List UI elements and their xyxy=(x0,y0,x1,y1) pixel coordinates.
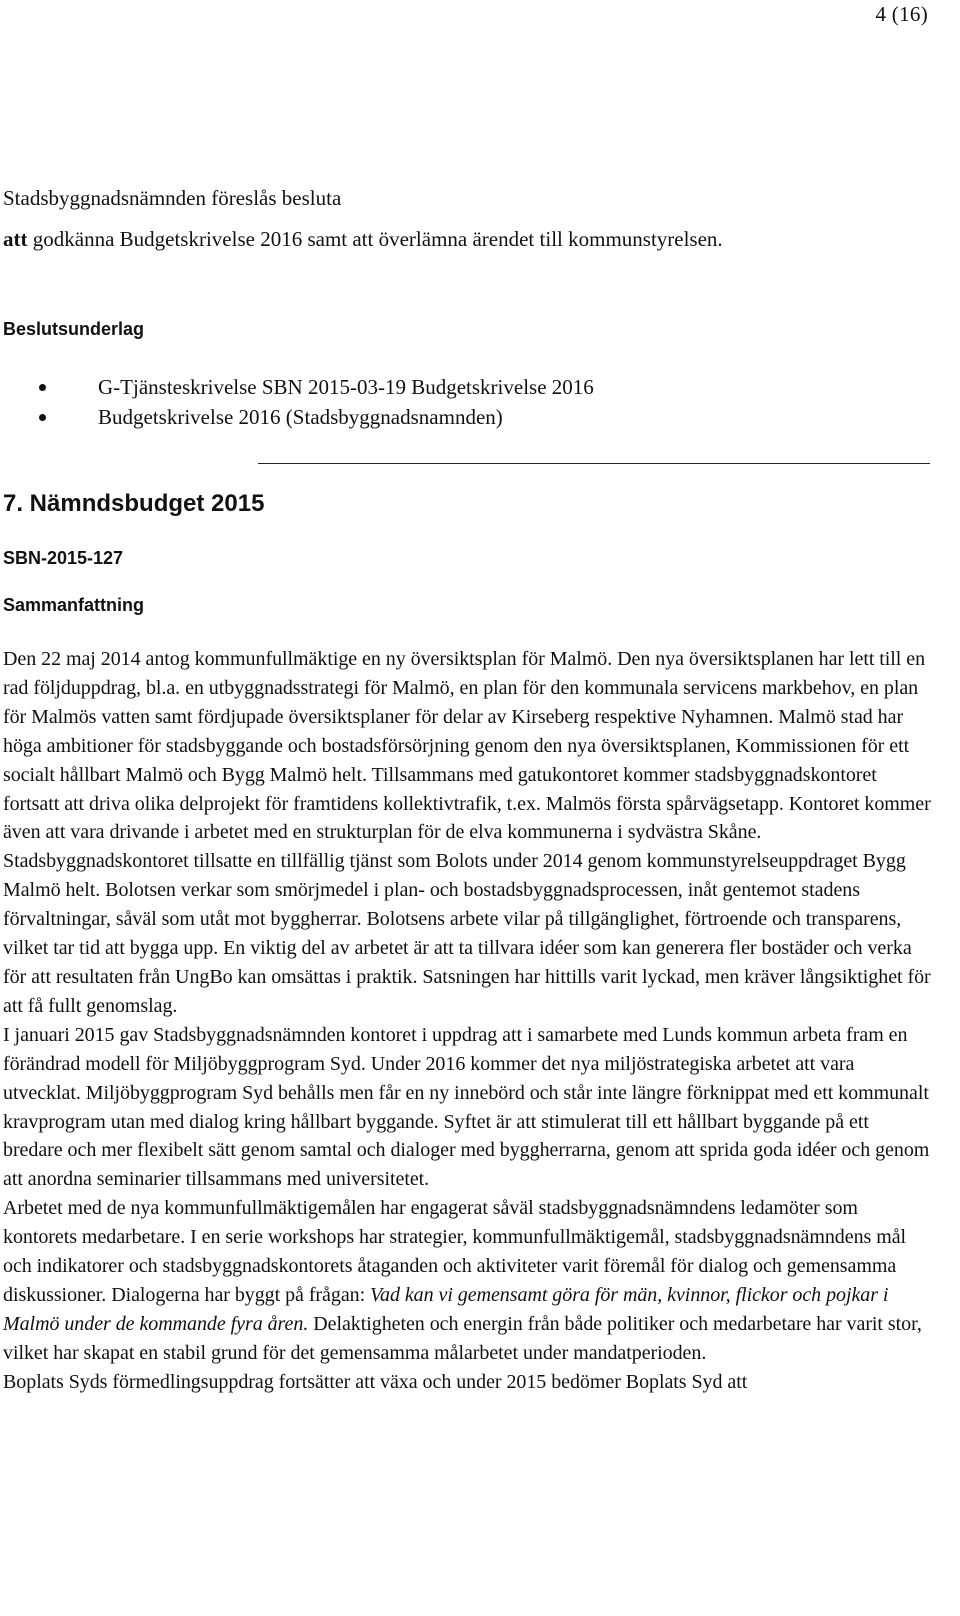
paragraph: I januari 2015 gav Stadsbyggnadsnämnden kontoret i uppdrag att i samarbete med Lunds kommun arbeta fram en förändrad modell för Miljöbyggprogram Syd. Under 2016 kommer det nya miljöstrategiska arbetet att vara utvecklat. Miljöbyggprogram Syd behålls men får en ny innebörd och står inte längre förknippat med ett kommunalt kravprogram utan med dialog kring hållbart byggande. Syftet är att stimulerat till ett hållbart byggande på ett bredare och mer flexibelt sätt genom samtal och dialoger med byggherrarna, genom att sprida goda idéer och genom att anordna seminarier tillsammans med universitetet. xyxy=(3,1023,930,1191)
proposal-intro: Stadsbyggnadsnämnden föreslås besluta xyxy=(3,186,342,210)
bullet-icon xyxy=(39,414,46,421)
summary-heading: Sammanfattning xyxy=(3,595,145,615)
list-item-text: G-Tjänsteskrivelse SBN 2015-03-19 Budgetskrivelse 2016 xyxy=(98,375,594,399)
proposal-decision xyxy=(3,219,943,260)
paragraph: Stadsbyggnadskontoret tillsatte en tillfällig tjänst som Bolots under 2014 genom kommunstyrelseuppdraget Bygg Malmö helt. Bolotsen verkar som smörjmedel i plan- och bostadsbyggnadsprocessen, inåt gentemot stadens förvaltningar, såväl som utåt mot byggherrar. Bolotsens arbete vilar på tillgänglighet, förtroende och transparens, vilket tar tid att bygga upp. En viktig del av arbetet är att ta tillvara idéer som kan generera fler bostäder och verka för att resultaten från UngBo kan omsättas i praktik. Satsningen har hittills varit lyckad, men kräver långsiktighet för att få fullt genomslag. xyxy=(3,850,931,1017)
paragraph xyxy=(3,1194,933,1367)
proposal-block xyxy=(3,178,943,260)
list-item xyxy=(0,372,594,402)
section-divider xyxy=(258,463,930,464)
att-label: att xyxy=(3,227,28,251)
list-item-text: Budgetskrivelse 2016 (Stadsbyggnadsnamnden) xyxy=(98,405,503,429)
item-heading: 7. Nämndsbudget 2015 xyxy=(3,490,265,517)
summary-body xyxy=(3,645,933,1397)
quote-text: Vad kan vi gemensamt göra för män, kvinnor, flickor och pojkar i Malmö under de kommande fyra åren. xyxy=(3,1283,889,1335)
bullet-icon xyxy=(39,384,46,391)
decision-text: godkänna Budgetskrivelse 2016 samt att överlämna ärendet till kommunstyrelsen. xyxy=(27,227,723,251)
page-number: 4 (16) xyxy=(875,2,928,26)
paragraph: Boplats Syds förmedlingsuppdrag fortsätter att växa och under 2015 bedömer Boplats Syd att xyxy=(3,1370,748,1393)
paragraph-text: Delaktigheten och energin från både politiker och medarbetare har varit stor, vilket har skapat en stabil grund för det gemensamma målarbetet under mandatperioden. xyxy=(3,1312,922,1364)
basis-heading: Beslutsunderlag xyxy=(3,319,145,339)
list-item xyxy=(0,402,594,432)
paragraph: Den 22 maj 2014 antog kommunfullmäktige en ny översiktsplan för Malmö. Den nya översiktsplanen har lett till en rad följduppdrag, bl.a. en utbyggnadsstrategi för Malmö, en plan för den kommunala servicens markbehov, en plan för Malmös vatten samt fördjupade översiktsplaner för delar av Kirseberg respektive Nyhamnen. Malmö stad har höga ambitioner för stadsbyggande och bostadsförsörjning genom den nya översiktsplanen, Kommissionen för ett socialt hållbart Malmö och Bygg Malmö helt. Tillsammans med gatukontoret kommer stadsbyggnadskontoret fortsatt att driva olika delprojekt för framtidens kollektivtrafik, t.ex. Malmös första spårvägsetapp. Kontoret kommer även att vara drivande i arbetet med en strukturplan för de elva kommunerna i sydvästra Skåne. xyxy=(3,648,931,844)
paragraph-text: Arbetet med de nya kommunfullmäktigemålen har engagerat såväl stadsbyggnadsnämndens ledamöter som kontorets medarbetare. I en serie workshops har strategier, kommunfullmäktigemål, stadsbyggnadsnämndens mål och indikatorer och stadsbyggnadskontorets åtaganden och aktiviteter varit föremål för dialog och gemensamma diskussioner. Dialogerna har byggt på frågan: xyxy=(3,1197,907,1306)
basis-list xyxy=(0,372,594,432)
case-number: SBN-2015-127 xyxy=(3,548,124,568)
